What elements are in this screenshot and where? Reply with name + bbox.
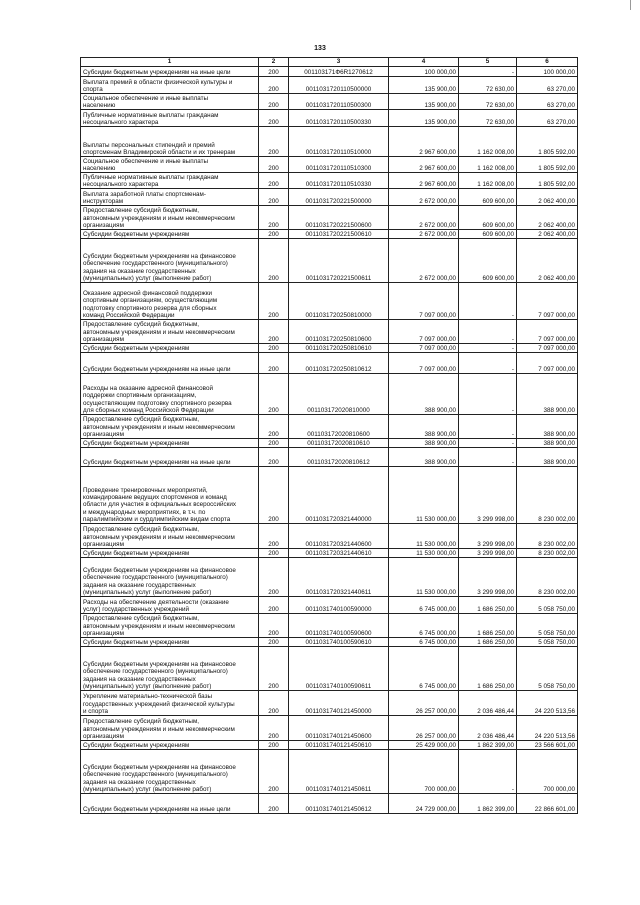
expense-name-cell: Субсидии бюджетным учреждениям [81,549,259,558]
budget-classification-cell: 0011031720221500600 [289,206,389,230]
expense-name-cell: Публичные нормативные выплаты гражданам несоциального характера [81,173,259,189]
remaining-amount-cell: 388 900,00 [517,448,578,467]
approved-amount-cell: 388 900,00 [389,415,459,439]
remaining-amount-cell: 388 900,00 [517,439,578,448]
executed-amount-cell: - [459,415,517,439]
admin-code-cell: 200 [259,638,289,647]
budget-classification-cell: 0011031740121450600 [289,716,389,741]
approved-amount-cell: 135 900,00 [389,77,459,94]
budget-classification-cell: 001103172020810612 [289,448,389,467]
budget-classification-cell: 0011031720321440600 [289,524,389,549]
expense-name-cell: Субсидии бюджетным учреждениям [81,230,259,239]
remaining-amount-cell: 5 058 750,00 [517,614,578,638]
scan-edge-mark [630,0,632,10]
column-number: 3 [289,58,389,67]
budget-classification-cell: 001103172020810000 [289,374,389,415]
approved-amount-cell: 135 900,00 [389,110,459,127]
approved-amount-cell: 25 429 000,00 [389,741,459,750]
admin-code-cell: 200 [259,110,289,127]
budget-classification-cell: 0011031720221500000 [289,189,389,206]
approved-amount-cell: 26 257 000,00 [389,716,459,741]
admin-code-cell: 200 [259,558,289,597]
executed-amount-cell: 609 600,00 [459,230,517,239]
expense-name-cell: Субсидии бюджетным учреждениям на финансовое обеспечение государственного (муниципального) задания на оказание государственных (муниципальных) услуг (выполнение работ) [81,239,259,283]
remaining-amount-cell: 8 230 002,00 [517,558,578,597]
expense-name-cell: Предоставление субсидий бюджетным, автономным учреждениям и иным некоммерческим организациям [81,524,259,549]
expense-name-cell: Субсидии бюджетным учреждениям на иные цели [81,353,259,374]
executed-amount-cell: - [459,374,517,415]
remaining-amount-cell: 2 062 400,00 [517,239,578,283]
executed-amount-cell: - [459,750,517,794]
remaining-amount-cell: 2 062 400,00 [517,189,578,206]
admin-code-cell: 200 [259,467,289,524]
approved-amount-cell: 6 745 000,00 [389,614,459,638]
table-row [81,127,578,157]
admin-code-cell: 200 [259,549,289,558]
executed-amount-cell: 1 686 250,00 [459,638,517,647]
budget-classification-cell: 0011031720110500000 [289,77,389,94]
expense-name-cell: Расходы на оказание адресной финансовой поддержки спортивным организациям, осуществляющим подготовку спортивного резерва для сборных команд Российской Федерации [81,374,259,415]
approved-amount-cell: 388 900,00 [389,374,459,415]
executed-amount-cell: 1 862 399,00 [459,794,517,814]
table-row [81,415,578,439]
remaining-amount-cell: 7 097 000,00 [517,320,578,344]
table-row [81,110,578,127]
budget-classification-cell: 0011031720250810612 [289,353,389,374]
table-row [81,320,578,344]
expense-name-cell: Публичные нормативные выплаты гражданам несоциального характера [81,110,259,127]
table-row [81,239,578,283]
budget-classification-cell: 0011031740121450611 [289,750,389,794]
executed-amount-cell: 3 299 998,00 [459,549,517,558]
budget-classification-cell: 001103172020810600 [289,415,389,439]
admin-code-cell: 200 [259,794,289,814]
executed-amount-cell: 72 630,00 [459,94,517,110]
budget-classification-cell: 0011031720110510000 [289,127,389,157]
admin-code-cell: 200 [259,127,289,157]
approved-amount-cell: 11 530 000,00 [389,524,459,549]
column-number: 1 [81,58,259,67]
admin-code-cell: 200 [259,239,289,283]
budget-classification-cell: 0011031740100590600 [289,614,389,638]
page-number: 133 [314,45,326,52]
executed-amount-cell: 3 299 998,00 [459,558,517,597]
admin-code-cell: 200 [259,415,289,439]
expense-name-cell: Оказание адресной финансовой поддержки спортивным организациям, осуществляющим подготовку спортивного резерва для сборных команд Российской Федерации [81,283,259,320]
remaining-amount-cell: 5 058 750,00 [517,647,578,691]
approved-amount-cell: 7 097 000,00 [389,320,459,344]
remaining-amount-cell: 24 220 513,56 [517,691,578,716]
executed-amount-cell: 3 299 998,00 [459,524,517,549]
expense-name-cell: Субсидии бюджетным учреждениям на финансовое обеспечение государственного (муниципального) задания на оказание государственных (муниципальных) услуг (выполнение работ) [81,750,259,794]
executed-amount-cell: - [459,439,517,448]
remaining-amount-cell: 23 566 601,00 [517,741,578,750]
admin-code-cell: 200 [259,353,289,374]
budget-classification-cell: 0011031720110510300 [289,157,389,173]
executed-amount-cell: 2 036 486,44 [459,691,517,716]
approved-amount-cell: 100 000,00 [389,67,459,77]
remaining-amount-cell: 700 000,00 [517,750,578,794]
approved-amount-cell: 388 900,00 [389,448,459,467]
table-row [81,750,578,794]
table-row [81,77,578,94]
budget-classification-cell: 0011031720250810610 [289,344,389,353]
remaining-amount-cell: 2 062 400,00 [517,230,578,239]
budget-table [80,57,578,814]
admin-code-cell: 200 [259,173,289,189]
executed-amount-cell: 1 162 008,00 [459,127,517,157]
executed-amount-cell: 1 862 399,00 [459,741,517,750]
expense-name-cell: Выплата заработной платы спортсменам- инструкторам [81,189,259,206]
remaining-amount-cell: 7 097 000,00 [517,283,578,320]
executed-amount-cell: 2 036 486,44 [459,716,517,741]
approved-amount-cell: 6 745 000,00 [389,638,459,647]
approved-amount-cell: 2 672 000,00 [389,189,459,206]
admin-code-cell: 200 [259,597,289,614]
executed-amount-cell: - [459,353,517,374]
remaining-amount-cell: 7 097 000,00 [517,353,578,374]
budget-classification-cell: 0011031740121450612 [289,794,389,814]
budget-classification-cell: 0011031740121450610 [289,741,389,750]
table-row [81,157,578,173]
admin-code-cell: 200 [259,94,289,110]
budget-classification-cell: 0011031720250810000 [289,283,389,320]
budget-classification-cell: 001103171Ф6R1270612 [289,67,389,77]
admin-code-cell: 200 [259,77,289,94]
budget-classification-cell: 0011031740100590610 [289,638,389,647]
remaining-amount-cell: 63 270,00 [517,110,578,127]
expense-name-cell: Субсидии бюджетным учреждениям на иные цели [81,448,259,467]
executed-amount-cell: 3 299 998,00 [459,467,517,524]
budget-classification-cell: 0011031720321440000 [289,467,389,524]
admin-code-cell: 200 [259,374,289,415]
remaining-amount-cell: 7 097 000,00 [517,344,578,353]
expense-name-cell: Предоставление субсидий бюджетным, автономным учреждениям и иным некоммерческим организациям [81,614,259,638]
table-row [81,691,578,716]
table-row [81,558,578,597]
remaining-amount-cell: 8 230 002,00 [517,467,578,524]
remaining-amount-cell: 1 805 592,00 [517,173,578,189]
approved-amount-cell: 7 097 000,00 [389,283,459,320]
budget-classification-cell: 0011031740100590000 [289,597,389,614]
expense-name-cell: Предоставление субсидий бюджетным, автономным учреждениям и иным некоммерческим организациям [81,206,259,230]
expense-name-cell: Выплата премий в области физической культуры и спорта [81,77,259,94]
table-row [81,67,578,77]
remaining-amount-cell: 100 000,00 [517,67,578,77]
budget-classification-cell: 0011031720221500611 [289,239,389,283]
remaining-amount-cell: 63 270,00 [517,77,578,94]
table-row [81,794,578,814]
executed-amount-cell: - [459,320,517,344]
expense-name-cell: Субсидии бюджетным учреждениям [81,741,259,750]
expense-name-cell: Субсидии бюджетным учреждениям [81,344,259,353]
approved-amount-cell: 2 672 000,00 [389,206,459,230]
budget-classification-cell: 0011031720110500330 [289,110,389,127]
budget-classification-cell: 0011031720110500300 [289,94,389,110]
expense-name-cell: Укрепление материально-технической базы государственных учреждений физической культуры и спорта [81,691,259,716]
remaining-amount-cell: 1 805 592,00 [517,157,578,173]
column-number: 6 [517,58,578,67]
table-row [81,647,578,691]
expense-name-cell: Проведение тренировочных мероприятий, командирование ведущих спортсменов и команд области для участия в официальных всероссийских и международных мероприятиях, в т.ч. по паралимпийским и сурдлимпийским видам спорта [81,467,259,524]
executed-amount-cell: 1 686 250,00 [459,647,517,691]
admin-code-cell: 200 [259,67,289,77]
table-row [81,716,578,741]
budget-classification-cell: 0011031740100590611 [289,647,389,691]
approved-amount-cell: 11 530 000,00 [389,467,459,524]
executed-amount-cell: 72 630,00 [459,110,517,127]
remaining-amount-cell: 388 900,00 [517,374,578,415]
approved-amount-cell: 2 967 600,00 [389,127,459,157]
remaining-amount-cell: 5 058 750,00 [517,597,578,614]
executed-amount-cell: 1 162 008,00 [459,173,517,189]
approved-amount-cell: 26 257 000,00 [389,691,459,716]
executed-amount-cell: 609 600,00 [459,239,517,283]
table-row [81,614,578,638]
remaining-amount-cell: 24 220 513,56 [517,716,578,741]
budget-classification-cell: 0011031720110510330 [289,173,389,189]
table-row [81,439,578,448]
executed-amount-cell: 609 600,00 [459,189,517,206]
executed-amount-cell: 72 630,00 [459,77,517,94]
table-row [81,638,578,647]
executed-amount-cell: - [459,283,517,320]
approved-amount-cell: 135 900,00 [389,94,459,110]
executed-amount-cell: - [459,344,517,353]
expense-name-cell: Социальное обеспечение и иные выплаты населению [81,94,259,110]
admin-code-cell: 200 [259,344,289,353]
remaining-amount-cell: 1 805 592,00 [517,127,578,157]
admin-code-cell: 200 [259,750,289,794]
approved-amount-cell: 2 967 600,00 [389,157,459,173]
budget-classification-cell: 001103172020810610 [289,439,389,448]
admin-code-cell: 200 [259,283,289,320]
budget-classification-cell: 0011031720321440611 [289,558,389,597]
table-row [81,374,578,415]
table-row [81,741,578,750]
admin-code-cell: 200 [259,716,289,741]
admin-code-cell: 200 [259,448,289,467]
approved-amount-cell: 2 672 000,00 [389,230,459,239]
expense-name-cell: Субсидии бюджетным учреждениям на иные цели [81,67,259,77]
column-number: 5 [459,58,517,67]
table-row [81,467,578,524]
remaining-amount-cell: 2 062 400,00 [517,206,578,230]
admin-code-cell: 200 [259,691,289,716]
table-row [81,597,578,614]
admin-code-cell: 200 [259,206,289,230]
expense-name-cell: Предоставление субсидий бюджетным, автономным учреждениям и иным некоммерческим организациям [81,716,259,741]
approved-amount-cell: 2 672 000,00 [389,239,459,283]
expense-name-cell: Выплаты персональных стипендий и премий спортсменам Владимирской области и их тренерам [81,127,259,157]
table-row [81,448,578,467]
table-row [81,94,578,110]
table-row [81,189,578,206]
executed-amount-cell: - [459,67,517,77]
table-row [81,173,578,189]
expense-name-cell: Предоставление субсидий бюджетным, автономным учреждениям и иным некоммерческим организациям [81,320,259,344]
budget-classification-cell: 0011031720250810600 [289,320,389,344]
executed-amount-cell: 1 686 250,00 [459,614,517,638]
expense-name-cell: Субсидии бюджетным учреждениям на иные цели [81,794,259,814]
table-row [81,353,578,374]
approved-amount-cell: 7 097 000,00 [389,353,459,374]
executed-amount-cell: - [459,448,517,467]
admin-code-cell: 200 [259,439,289,448]
executed-amount-cell: 609 600,00 [459,206,517,230]
expense-name-cell: Субсидии бюджетным учреждениям [81,638,259,647]
admin-code-cell: 200 [259,614,289,638]
admin-code-cell: 200 [259,189,289,206]
table-row [81,230,578,239]
admin-code-cell: 200 [259,230,289,239]
admin-code-cell: 200 [259,647,289,691]
budget-classification-cell: 0011031720221500610 [289,230,389,239]
remaining-amount-cell: 388 900,00 [517,415,578,439]
approved-amount-cell: 700 000,00 [389,750,459,794]
table-row [81,524,578,549]
expense-name-cell: Субсидии бюджетным учреждениям на финансовое обеспечение государственного (муниципального) задания на оказание государственных (муниципальных) услуг (выполнение работ) [81,558,259,597]
remaining-amount-cell: 8 230 002,00 [517,549,578,558]
approved-amount-cell: 6 745 000,00 [389,647,459,691]
approved-amount-cell: 2 967 600,00 [389,173,459,189]
admin-code-cell: 200 [259,157,289,173]
remaining-amount-cell: 63 270,00 [517,94,578,110]
approved-amount-cell: 6 745 000,00 [389,597,459,614]
expense-name-cell: Субсидии бюджетным учреждениям на финансовое обеспечение государственного (муниципального) задания на оказание государственных (муниципальных) услуг (выполнение работ) [81,647,259,691]
admin-code-cell: 200 [259,320,289,344]
approved-amount-cell: 388 900,00 [389,439,459,448]
table-row [81,283,578,320]
executed-amount-cell: 1 162 008,00 [459,157,517,173]
budget-classification-cell: 0011031720321440610 [289,549,389,558]
table-row [81,344,578,353]
expense-name-cell: Социальное обеспечение и иные выплаты населению [81,157,259,173]
budget-classification-cell: 0011031740121450000 [289,691,389,716]
expense-name-cell: Расходы на обеспечение деятельности (оказание услуг) государственных учреждений [81,597,259,614]
remaining-amount-cell: 8 230 002,00 [517,524,578,549]
admin-code-cell: 200 [259,524,289,549]
table-row [81,206,578,230]
column-number: 2 [259,58,289,67]
executed-amount-cell: 1 686 250,00 [459,597,517,614]
remaining-amount-cell: 5 058 750,00 [517,638,578,647]
admin-code-cell: 200 [259,741,289,750]
approved-amount-cell: 24 729 000,00 [389,794,459,814]
approved-amount-cell: 11 530 000,00 [389,549,459,558]
expense-name-cell: Субсидии бюджетным учреждениям [81,439,259,448]
column-number: 4 [389,58,459,67]
column-number-row [81,58,578,67]
table-row [81,549,578,558]
approved-amount-cell: 7 097 000,00 [389,344,459,353]
expense-name-cell: Предоставление субсидий бюджетным, автономным учреждениям и иным некоммерческим организациям [81,415,259,439]
approved-amount-cell: 11 530 000,00 [389,558,459,597]
remaining-amount-cell: 22 866 601,00 [517,794,578,814]
